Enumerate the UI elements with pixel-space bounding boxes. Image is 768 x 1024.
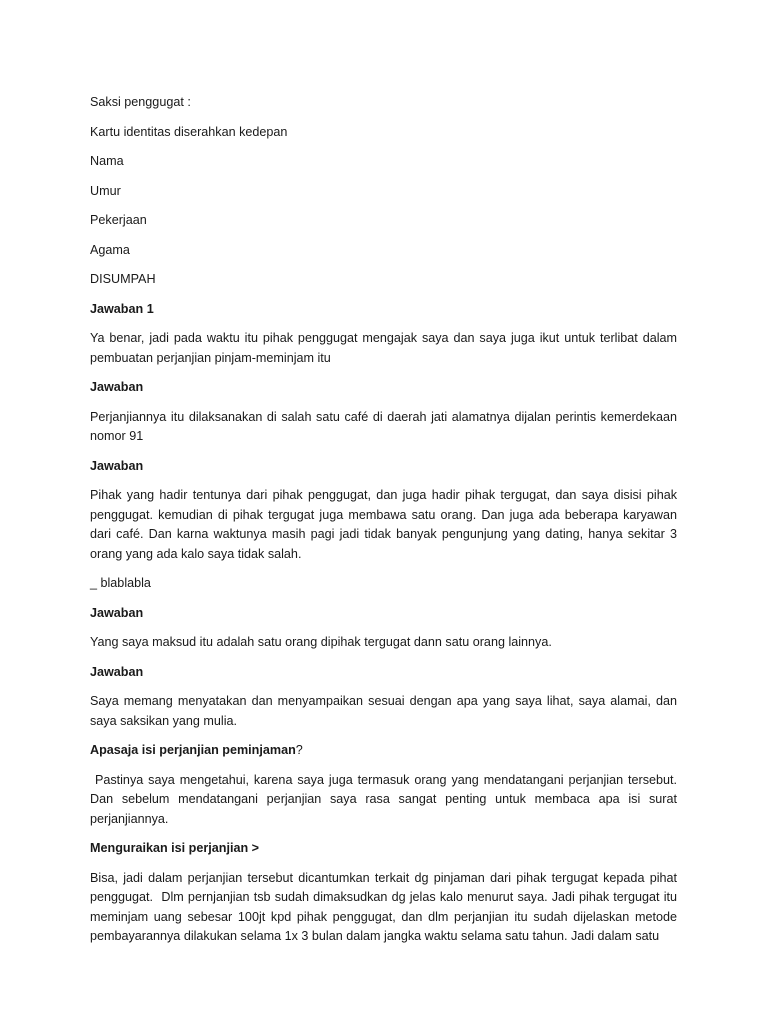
question-mark: ?: [295, 743, 303, 757]
answer-paragraph: Bisa, jadi dalam perjanjian tersebut dicantumkan terkait dg pinjaman dari pihak tergugat kepada pihat penggugat. Dlm pernjanjian tsb sudah dimaksudkan dg jelas kalo menurut saya. Jadi pihak tergugat itu meminjam uang sebesar 100jt kpd pihak penggugat, dan dlm perjanjian itu sudah dijelaskan metode pembayarannya dilakukan selama 1x 3 bulan dalam jangka waktu selama satu tahun. Jadi dalam satu: [90, 870, 681, 943]
sworn-label: DISUMPAH: [90, 272, 156, 286]
answer-paragraph: Ya benar, jadi pada waktu itu pihak penggugat mengajak saya dan saya juga ikut untuk terlibat dalam pembuatan perjanjian pinjam-meminjam itu: [90, 331, 677, 365]
question-heading-bold: Apasaja isi perjanjian peminjaman: [90, 743, 296, 757]
question-heading: [90, 741, 677, 761]
document-page: [90, 93, 681, 957]
answer-paragraph: Yang saya maksud itu adalah satu orang dipihak tergugat dann satu orang lainnya.: [90, 635, 552, 649]
field-name: Nama: [90, 154, 124, 168]
field-age: Umur: [90, 183, 121, 198]
section-heading: Menguraikan isi perjanjian >: [90, 841, 260, 855]
answer-heading: Jawaban: [90, 458, 144, 473]
answer-paragraph: Pihak yang hadir tentunya dari pihak penggugat, dan juga hadir pihak tergugat, dan saya disisi pihak penggugat. kemudian di pihak tergugat juga membawa satu orang. Dan juga ada beberapa karyawan dari café. Dan karna waktunya masih pagi jadi tidak banyak pengunjung yang dating, hanya sekitar 3 orang yang ada kalo saya tidak salah.: [90, 488, 677, 561]
answer-paragraph: Perjanjiannya itu dilaksanakan di salah satu café di daerah jati alamatnya dijalan perintis kemerdekaan nomor 91: [90, 409, 677, 443]
answer-paragraph: Saya memang menyatakan dan menyampaikan sesuai dengan apa yang saya lihat, saya alamai, dan saya saksikan yang mulia.: [90, 694, 677, 728]
field-religion: Agama: [90, 242, 130, 257]
answer-heading: Jawaban 1: [90, 301, 154, 316]
id-card-note: Kartu identitas diserahkan kedepan: [90, 124, 288, 139]
answer-paragraph: Pastinya saya mengetahui, karena saya juga termasuk orang yang mendatangani perjanjian tersebut. Dan sebelum mendatangani perjanjian saya rasa sangat penting untuk membaca apa isi surat perjanjiannya.: [90, 772, 681, 826]
answer-heading: Jawaban: [90, 605, 144, 620]
placeholder-line: _ blablabla: [90, 576, 151, 590]
witness-heading: Saksi penggugat :: [90, 95, 191, 109]
field-occupation: Pekerjaan: [90, 213, 147, 227]
answer-heading: Jawaban: [90, 380, 144, 394]
answer-heading: Jawaban: [90, 664, 144, 679]
